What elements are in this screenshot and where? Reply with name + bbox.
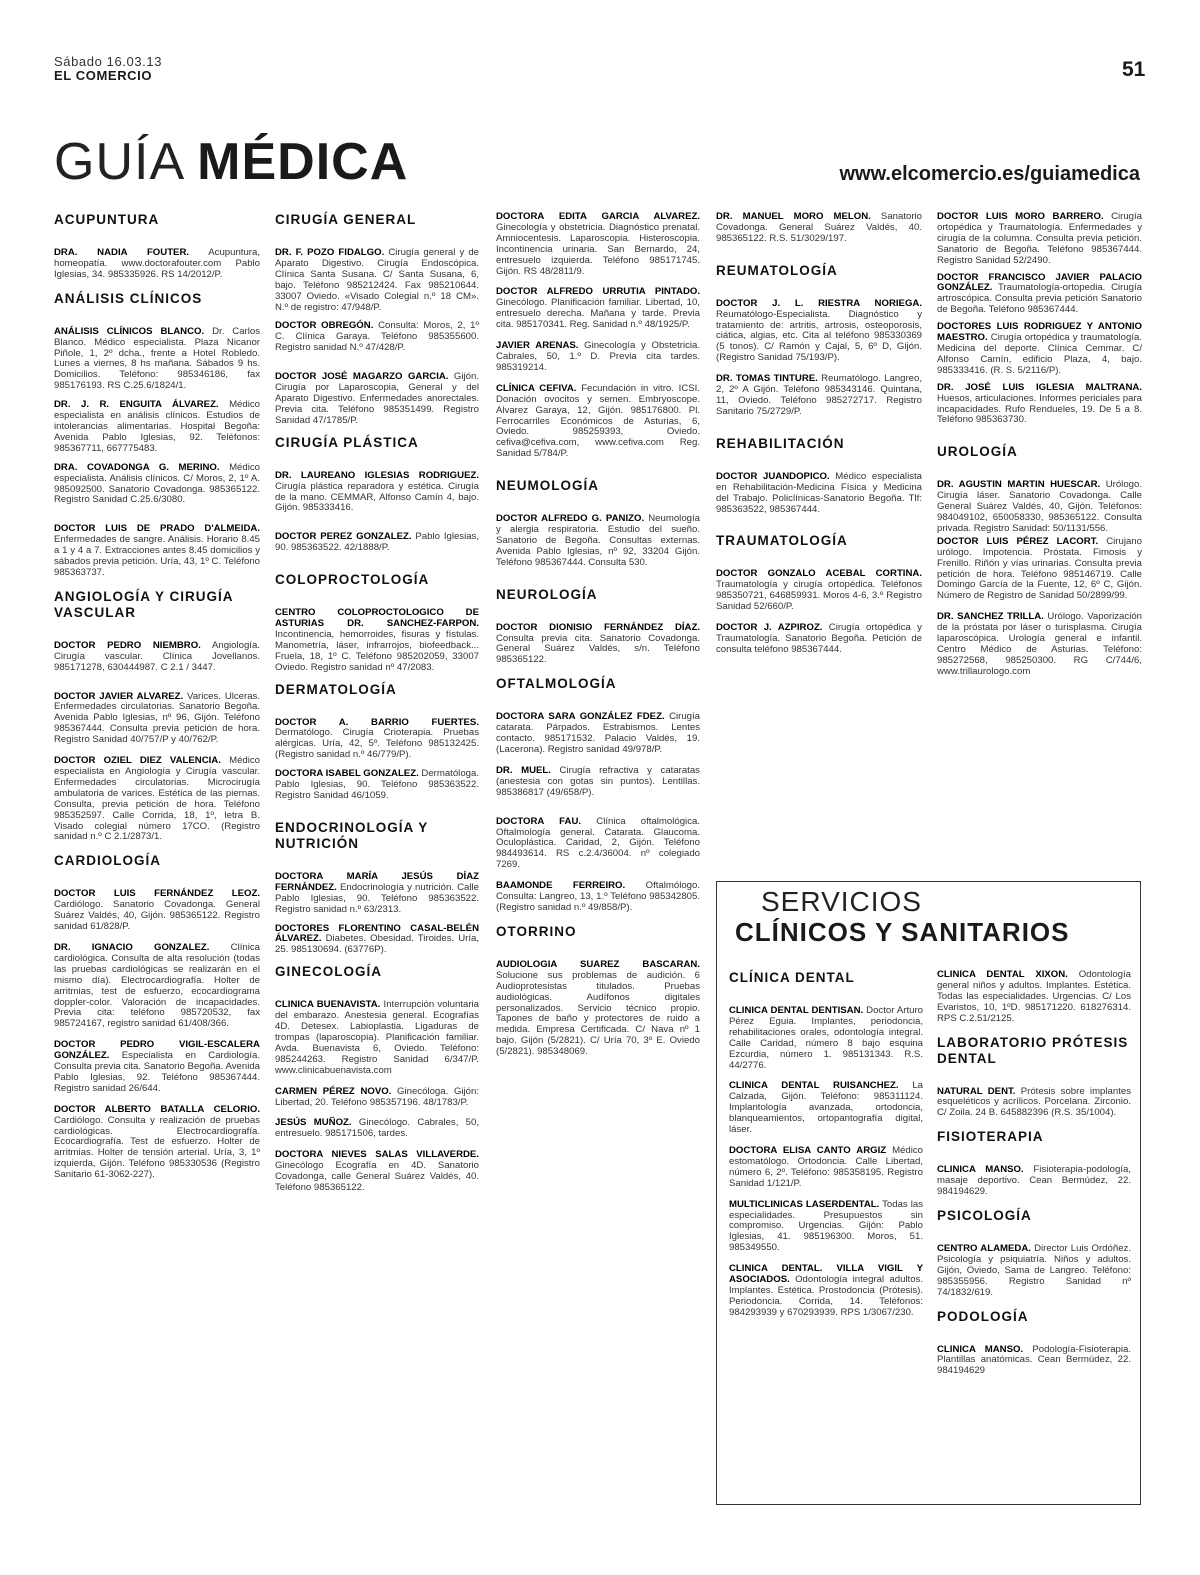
listing-name: DOCTOR DIONISIO FERNÁNDEZ DÍAZ. <box>496 621 700 633</box>
page-title <box>54 132 408 192</box>
listing-entry <box>716 374 922 418</box>
column-3 <box>496 212 700 1058</box>
listing-details: Traumatología-ortopedia. Cirugía artroscópica. Consulta previa petición Sanatorio de Begoña. Teléfono 985367444. <box>937 282 1142 316</box>
listing-name: CLINICA MANSO. <box>937 1343 1024 1355</box>
listing-details: Ginecólogo Ecografía en 4D. Sanatorio Covadonga, calle General Suárez Valdés, 40. Teléfono 985365122. <box>275 1160 479 1193</box>
listing-name: DR. IGNACIO GONZALEZ. <box>54 941 210 953</box>
listing-details: Huesos, articulaciones. Informes periciales para incapacidades. Rufo Rendueles, 19. De 5 a 8. Teléfono 985363730. <box>937 392 1142 426</box>
listing-entry <box>275 1118 479 1140</box>
listing-entry <box>275 471 479 515</box>
listing-name: DR. MANUEL MORO MELON. <box>716 211 871 222</box>
listing-name: CLINICA DENTAL DENTISAN. <box>729 1005 864 1016</box>
listing-entry <box>716 623 922 656</box>
listing-name: DOCTORA NIEVES SALAS VILLAVERDE. <box>275 1149 479 1161</box>
listing-details: Cirugía plástica reparadora y estética. Cirugía de la mano. CEMMAR, Alfonso Camín 4, bajo. Gijón. 985333416. <box>275 480 479 514</box>
header-newspaper: EL COMERCIO <box>54 68 153 83</box>
listing-details: Médico especialista en Rehabilitación-Medicina Física y Medicina del Trabajo. Policlínicas-Sanatorio Begoña. Tlf: 985363522, 985367444. <box>716 470 922 515</box>
listing-details: Prótesis sobre implantes esqueléticos y acrílicos. Porcelana. Zirconio. C/ Zoila. 24 B. 645882396 (R.S. 35/1004). <box>937 1085 1131 1119</box>
column-2 <box>275 212 479 1194</box>
listing-details: Ginecología y obstetricia. Diagnóstico prenatal. Amniocentesis. Laparoscopia. Histeroscopia. Incontinencia urinaria. San Bernardo, 24, entresuelo izquierda. Teléfono 985171745. Gijón. RS 48/2811/9. <box>496 221 700 277</box>
listing-name: DOCTOR J. L. RIESTRA NORIEGA. <box>716 297 922 309</box>
section-heading: OTORRINO <box>496 923 577 939</box>
listing-details: Clínica cardiológica. Consulta de alta resolución (todas las pruebas cardiológicas se realizarán en el mismo día). Electrocardiografía. Holter de arritmias, test de esfuerzo, ecocardiograma doppler-color. Valoración de incapacidades. Previa cita: teléfono 985720532, fax 985724167, registro sanidad 61/408/366. <box>54 941 260 1030</box>
listing-entry <box>937 970 1131 1025</box>
listing-name: DR. MUEL. <box>496 764 551 776</box>
listing-details: Enfermedades de sangre. Análisis. Horario 8.45 a 1 y 4 a 7. Extracciones antes 8.45 domicilios y sábados previa petición. Uría, 43, 1º C. Teléfono 985363737. <box>54 534 260 578</box>
listing-name: DOCTOR ALFREDO G. PANIZO. <box>496 513 645 525</box>
listing-details: Interrupción voluntaria del embarazo. Anestesia general. Ecografías 4D. Detesex. Labioplastia. Ligaduras de trompas (laparoscopia). Planificación familiar. Avda. Buenavista 6, Oviedo. Teléfono: 985244263. Registro Sanidad 6/347/P. www.clinicabuenavista.com <box>275 999 480 1076</box>
services-column-1 <box>729 970 923 1319</box>
listing-details: Neumología y alergia respiratoria. Estudio del sueño. Sanatorio de Begoña. Consultas externas. Avenida Pablo Iglesias, nº 92, 33204 Gijón. Teléfono 985367444. Consulta 530. <box>496 513 700 568</box>
listing-name: CENTRO ALAMEDA. <box>937 1242 1031 1254</box>
listing-entry <box>729 1146 923 1190</box>
listing-entry <box>937 612 1142 677</box>
listing-name: DR. LAUREANO IGLESIAS RODRIGUEZ. <box>275 469 479 481</box>
listing-details: Cirugía ortopédica y traumatología. Medicina del deporte. Clínica Cemmar. C/ Alfonso Camín, edificio Plaza, 4, bajo. 985333416. (R. S. 5/2116/P). <box>937 332 1142 376</box>
listing-details: Reumatólogo. Langreo, 2, 2º A Gijón. Teléfono 985343146. Quintana, 11, Oviedo. Teléfono 985272717. Registro Sanitario 75/2729/P. <box>716 373 922 417</box>
listing-name: CLÍNICA CEFIVA. <box>496 382 577 394</box>
listing-name: CENTRO COLOPROCTOLOGICO DE ASTURIAS DR. SANCHEZ-FARPON. <box>275 607 479 630</box>
section-heading: REUMATOLOGÍA <box>716 262 838 278</box>
listing-details: Fisioterapia-podología, masaje deportivo. Cean Bermúdez, 22. 984194629. <box>937 1164 1132 1198</box>
section-heading: NEUROLOGÍA <box>496 586 598 602</box>
listing-details: Ginecólogo. Planificación familiar. Libertad, 10, entresuelo derecha. Mañana y tarde. Previa cita. 985170341. Reg. Sanidad n.º 48/1925/P. <box>496 297 700 331</box>
listing-details: Consulta previa cita. Sanatorio Covadonga. General Suárez Valdés, s/n. Teléfono 985365122. <box>496 632 700 666</box>
listing-entry <box>54 400 260 455</box>
listing-details: Endocrinología y nutrición. Calle Pablo Iglesias, 90. Teléfono 985363522. Registro sanidad n.º 63/2313. <box>275 881 479 915</box>
listing-entry <box>54 943 260 1030</box>
listing-entry <box>496 212 700 277</box>
listing-details: Doctor Arturo Pérez Eguia. Implantes, periodoncia, rehabilitaciones orales, odontología integral. Calle Caridad, número 8 bajo esquina Ezcurdia, número 1. 985131343. R.S. 44/2776. <box>729 1005 923 1071</box>
listing-name: CLINICA BUENAVISTA. <box>275 999 381 1011</box>
listing-name: BAAMONDE FERREIRO. <box>496 880 626 892</box>
listing-entry <box>496 881 700 914</box>
listing-details: Gijón. Cirugía por Laparoscopia, General y del Aparato Digestivo. Enfermedades anorectales. Previa cita. Teléfono 985351499. Registro Sanidad 47/1785/P. <box>275 371 479 426</box>
listing-name: DOCTORA FAU. <box>496 815 582 827</box>
listing-entry <box>54 641 260 674</box>
listing-entry <box>275 1087 479 1109</box>
title-bold: MÉDICA <box>197 133 409 191</box>
listing-details: Médico especialista en análisis clínicos. Estudios de intolerancias alimentarias. Hospital Begoña: Avenida Pablo Iglesias, 92. Teléfonos: 985367711, 667775483. <box>54 399 260 454</box>
column-4 <box>716 212 922 656</box>
listing-details: Acupuntura, homeopatía. www.doctorafouter.com Pablo Iglesias, 34. 985335926. RS 14/2012/P. <box>54 247 260 280</box>
listing-details: Dermatólogo. Cirugía Crioterapia. Pruebas alérgicas. Uría, 42, 5º. Teléfono 985132425. (Registro sanidad n.º 46/779/P). <box>275 727 479 761</box>
listing-name: DOCTOR LUIS PÉREZ LACORT. <box>937 535 1099 547</box>
listing-entry <box>937 480 1142 535</box>
listing-details: Sanatorio Covadonga. General Suárez Valdés, 40. 985365122. R.S. 51/3029/197. <box>716 211 922 244</box>
listing-name: MULTICLINICAS LASERDENTAL. <box>729 1198 880 1210</box>
section-heading: LABORATORIO PRÓTESIS DENTAL <box>937 1034 1129 1066</box>
listing-entry <box>275 1000 479 1076</box>
listing-name: DOCTORA SARA GONZÁLEZ FDEZ. <box>496 711 665 723</box>
listing-details: Ginecóloga. Gijón: Libertad, 20. Teléfono 985357196. 48/1783/P. <box>275 1085 479 1108</box>
services-title-bold: CLÍNICOS Y SANITARIOS <box>735 917 1070 947</box>
listing-details: Odontología general niños y adultos. Implantes. Estética. Todas las especialidades. Urgencias. C/ Los Evaristos, 10, 1ºD. 985171220. 618276314. RPS C.2.51/2125. <box>937 969 1131 1024</box>
listing-entry <box>716 569 922 613</box>
listing-entry <box>716 299 922 364</box>
listing-details: Cirugía catarata. Párpados. Estrabismos. Lentes contacto. 985171532. Palacio Valdés, 19. (Lacerona). Registro sanidad 49/978/P. <box>496 711 700 755</box>
listing-entry <box>275 924 479 957</box>
listing-name: DOCTOR PEDRO VIGIL-ESCALERA GONZÁLEZ. <box>54 1039 260 1062</box>
guide-url[interactable]: www.elcomercio.es/guiamedica <box>839 163 1140 185</box>
listing-name: DOCTOR GONZALO ACEBAL CORTINA. <box>716 568 922 580</box>
listing-name: DOCTOR PEREZ GONZALEZ. <box>275 531 412 543</box>
listing-entry <box>937 537 1142 602</box>
listing-details: Ginecólogo. Cabrales, 50, entresuelo. 985171506, tardes. <box>275 1117 479 1140</box>
listing-entry <box>54 463 260 507</box>
listing-name: DOCTOR OZIEL DIEZ VALENCIA. <box>54 755 221 767</box>
listing-details: Urólogo. Vaporización de la próstata por láser o turisplasma. Cirugía laparoscópica. Urología general e infantil. Centro Médico de Asturias. Teléfono: 985272568, 985250300. RG C/744/6, www.trillaurologo.com <box>937 611 1142 677</box>
listing-entry <box>729 1200 923 1255</box>
listing-name: DOCTOR PEDRO NIEMBRO. <box>54 639 201 651</box>
listing-entry <box>937 1087 1131 1120</box>
listing-name: DRA. NADIA FOUTER. <box>54 247 190 258</box>
listing-details: Especialista en Cardiología. Consulta previa cita. Sanatorio Begoña. Avenida Pablo Iglesias, 92. Teléfono 985367444. Registro sanidad 26/644. <box>54 1050 260 1094</box>
listing-name: DOCTOR JOSÉ MAGARZO GARCIA. <box>275 371 449 383</box>
listing-entry <box>496 623 700 667</box>
listing-entry <box>275 248 479 313</box>
listing-details: Varices. Ulceras. Enfermedades circulatorias. Sanatorio Begoña. Avenida Pablo Iglesias, nº 96, Gijón. Teléfono 985367444. Consulta previa petición de hora. Registro Sanidad 40/757/P y 40/762/P. <box>54 690 260 746</box>
section-heading: GINECOLOGÍA <box>275 964 383 980</box>
listing-details: Cirugía ortopédica y Traumatología. Sanatorio Begoña. Petición de consulta teléfono 985367444. <box>716 622 922 655</box>
listing-name: DOCTORES LUIS RODRIGUEZ Y ANTONIO MAESTRO. <box>937 321 1142 344</box>
listing-entry <box>54 1040 260 1095</box>
section-heading: ENDOCRINOLOGÍA Y NUTRICIÓN <box>275 819 429 851</box>
listing-entry <box>275 1150 479 1194</box>
listing-entry <box>937 383 1142 427</box>
services-column-2 <box>937 970 1131 1377</box>
listing-entry <box>937 1165 1131 1198</box>
listing-details: Cardiólogo. Consulta y realización de pruebas cardiológicas. Electrocardiografía. Ecocardiografía. Test de esfuerzo. Holter de arritmias. Holter de tensión arterial. Uría, 3, 1º izquierda, Gijón. Teléfono 985330536 (Registro Sanitario 61-3062-227). <box>54 1114 260 1181</box>
listing-name: NATURAL DENT. <box>937 1085 1016 1097</box>
listing-name: DOCTOR J. AZPIROZ. <box>716 622 823 634</box>
listing-entry <box>937 1345 1131 1378</box>
listing-entry <box>729 1006 923 1071</box>
listing-details: Oftalmólogo. Consulta: Langreo, 13, 1.º Teléfono 985342805. (Registro sanidad n.º 49/858/P). <box>496 880 700 913</box>
listing-details: Clínica oftalmológica. Oftalmología general. Catarata. Glaucoma. Oculoplástica. Caridad, 2, Gijón. Teléfono 984493614. RS c.2.4/36004. nº colegiado 7269. <box>496 815 700 871</box>
listing-entry <box>716 472 922 516</box>
listing-details: Traumatología y cirugía ortopédica. Teléfonos 985350721, 646859931. Moros 4-6, 3.º Registro Sanidad 52/660/P. <box>716 579 922 613</box>
listing-name: CLINICA MANSO. <box>937 1164 1024 1176</box>
listing-entry <box>275 372 479 427</box>
section-heading: COLOPROCTOLOGÍA <box>275 572 430 588</box>
listing-details: Odontología integral adultos. Implantes. Estética. Prostodoncia (Prótesis). Periodoncia. Corrida, 14. Teléfonos: 984293939 y 670293939. RPS 1/3067/230. <box>729 1274 923 1318</box>
section-heading: CIRUGÍA PLÁSTICA <box>275 434 419 450</box>
column-5 <box>937 212 1142 678</box>
section-heading: ACUPUNTURA <box>54 212 160 227</box>
section-heading: PODOLOGÍA <box>937 1308 1029 1324</box>
listing-name: DOCTOR A. BARRIO FUERTES. <box>275 716 479 728</box>
listing-name: CARMEN PÉREZ NOVO. <box>275 1085 392 1097</box>
listing-details: Director Luis Ordóñez. Psicología y psiquiatría. Niños y adultos. Gijón, Oviedo, Sama de Langreo. Teléfono: 985355956. Registro Sanidad nº 74/1832/619. <box>937 1242 1131 1298</box>
listing-name: DR. F. POZO FIDALGO. <box>275 247 385 258</box>
listing-entry <box>54 889 260 933</box>
listing-entry <box>496 514 700 569</box>
section-heading: ANÁLISIS CLÍNICOS <box>54 290 203 306</box>
section-heading: FISIOTERAPIA <box>937 1129 1044 1145</box>
listing-entry <box>275 769 479 802</box>
listing-details: Pablo Iglesias, 90. 985363522. 42/1888/P. <box>275 531 480 554</box>
listing-details: Dermatóloga. Pablo Iglesias, 90. Teléfono 985363522. Registro Sanidad 46/1059. <box>275 768 479 801</box>
listing-entry <box>937 273 1142 317</box>
listing-entry <box>496 287 700 331</box>
listing-details: Cirugía ortopédica y Traumatología. Enfermedades y cirugía de la columna. Consulta previa petición. Sanatorio de Begoña. Teléfono 985367444. Registro Sanidad 52/2490. <box>937 211 1143 266</box>
listing-entry <box>54 248 260 281</box>
listing-details: Podología-Fisioterapia. Plantillas anatómicas. Cean Bermúdez, 22. 984194629 <box>937 1343 1132 1377</box>
section-heading: NEUMOLOGÍA <box>496 478 599 494</box>
section-heading: DERMATOLOGÍA <box>275 681 397 697</box>
listing-name: DOCTORA MARÍA JESÚS DÍAZ FERNÁNDEZ. <box>275 870 479 893</box>
listing-name: DOCTORA EDITA GARCIA ALVAREZ. <box>496 211 700 222</box>
listing-details: Ginecología y Obstetricia. Cabrales, 50, 1.º D. Previa cita tardes. 985319214. <box>496 340 700 373</box>
listing-details: Consulta: Moros, 2, 1º C. Clínica Garaya. Teléfono 985355600. Registro sanidad N.º 47/428/P. <box>275 320 479 354</box>
listing-details: Médico especialista. Análisis clínicos. C/ Moros, 2, 1º A. 985092500. Sanatorio Covadonga. 985365122. Registro Sanidad C.25.6/3080. <box>54 461 260 506</box>
listing-entry <box>496 766 700 799</box>
section-heading: CARDIOLOGÍA <box>54 853 161 869</box>
listing-name: DOCTOR OBREGÓN. <box>275 320 374 332</box>
column-1 <box>54 212 260 1181</box>
listing-name: DR. SANCHEZ TRILLA. <box>937 611 1044 623</box>
listing-entry <box>496 712 700 756</box>
section-heading: ANGIOLOGÍA Y CIRUGÍA VASCULAR <box>54 588 234 620</box>
listing-entry <box>729 1264 923 1319</box>
listing-entry <box>716 212 922 245</box>
section-heading: TRAUMATOLOGÍA <box>716 533 848 549</box>
header-date: Sábado 16.03.13 <box>54 54 163 69</box>
title-light: GUÍA <box>54 133 186 191</box>
listing-details: La Calzada, Gijón. Teléfono: 985311124. Implantología avanzada, ortodoncia, blanqueamientos, ortopantografía digital, láser. <box>729 1080 923 1136</box>
services-title-light: SERVICIOS <box>761 886 922 917</box>
listing-entry <box>496 384 700 460</box>
listing-name: DOCTOR LUIS MORO BARRERO. <box>937 211 1104 222</box>
section-heading: OFTALMOLOGÍA <box>496 676 617 692</box>
listing-entry <box>275 532 479 554</box>
listing-details: Diabetes. Obesidad. Tiroides. Uría, 25. 985130694. (63776P). <box>275 933 479 956</box>
listing-name: JESÚS MUÑOZ. <box>275 1117 352 1129</box>
listing-entry <box>937 212 1142 267</box>
listing-name: DOCTOR FRANCISCO JAVIER PALACIO GONZÁLEZ. <box>937 271 1142 294</box>
listing-details: Incontinencia, hemorroides, fisuras y fístulas. Manometría, láser, infrarrojos, biofeedback... Fruela, 18, 1º C. Teléfono 985202059, 33007 Oviedo. Registro sanidad nº 47/2083. <box>275 628 479 673</box>
listing-details: Urólogo. Cirugía láser. Sanatorio Covadonga. Calle General Suárez Valdés, 40, Gijón. Teléfonos: 984049102, 650058330, 985365122. Consulta privada. Registro Sanidad: 50/1131/556. <box>937 479 1142 534</box>
listing-name: CLINICA DENTAL. VILLA VIGIL Y ASOCIADOS. <box>729 1263 923 1286</box>
listing-details: Fecundación in vitro. ICSI. Donación ovocitos y semen. Embryoscope. Alvarez Garaya, 12, Gijón. 985176800. Pl. Ferrocarriles Económicos de Asturias, 6, Oviedo. 985259393, Oviedo. cefiva@cefiva.com, www.cefiva.com Reg. Sanidad 5/784/P. <box>496 382 700 460</box>
listing-details: Cirugía refractiva y cataratas (anestesia con gotas sin puntos). Lentillas. 985386817 (49/658/P). <box>496 764 700 798</box>
listing-entry <box>937 1244 1131 1299</box>
listing-details: Médico especialista en Angiología y Cirugía vascular. Enfermedades circulatorias. Microcirugía ambulatoria de varices. Estética de las piernas. Consulta, previa petición de hora. Teléfono 985352597. Calle Corrida, 18, 1º, letra B. Visado colegial número 17CO. (Registro sanidad n.º C 2.1/2873/1. <box>54 755 261 843</box>
listing-details: Reumatólogo-Especialista. Diagnóstico y tratamiento de: artritis, artrosis, osteoporosis, ciática, algias, etc. Cita al teléfono 985330369 (5 tonos). C/ Ramón y Cajal, 5, 6º D, Gijón. (Registro Sanidad 75/193/P). <box>716 308 922 364</box>
section-heading: REHABILITACIÓN <box>716 435 845 451</box>
listing-name: DOCTOR LUIS FERNÁNDEZ LEOZ. <box>54 888 260 900</box>
listing-details: Angiología. Cirugía vascular. Clínica Jovellanos. 985171278, 630444987. C 2.1 / 3447. <box>54 639 260 673</box>
listing-name: DOCTORA ELISA CANTO ARGIZ <box>729 1144 887 1156</box>
listing-details: Solucione sus problemas de audición. 6 Audioprotesistas titulados. Pruebas audiológicas. Audífonos digitales personalizados. Servicio técnico propio. Tapones de baño y protectores de ruido a medida. Empresa Certificada. C/ Nava nº 1 bajo. Gijón (5/2821). C/ Uría 70, 3º E. Oviedo (5/2821). 985348069. <box>496 969 700 1058</box>
listing-entry <box>54 327 260 392</box>
listing-name: DR. J. R. ENGUITA ÁLVAREZ. <box>54 399 219 411</box>
section-heading: CIRUGÍA GENERAL <box>275 212 417 227</box>
listing-name: DR. AGUSTIN MARTIN HUESCAR. <box>937 479 1101 491</box>
listing-name: DOCTOR JAVIER ALVAREZ. <box>54 690 184 702</box>
listing-entry <box>54 756 260 843</box>
listing-entry <box>275 321 479 354</box>
listing-name: JAVIER ARENAS. <box>496 340 579 352</box>
services-box <box>716 881 1141 1505</box>
section-heading: PSICOLOGÍA <box>937 1207 1032 1223</box>
listing-name: DRA. COVADONGA G. MERINO. <box>54 461 220 473</box>
listing-entry <box>275 608 479 673</box>
listing-name: DOCTOR ALFREDO URRUTIA PINTADO. <box>496 286 700 298</box>
listing-entry <box>54 1105 260 1181</box>
listing-entry <box>54 692 260 747</box>
listing-name: AUDIOLOGIA SUAREZ BASCARAN. <box>496 958 700 970</box>
listing-entry <box>496 960 700 1058</box>
listing-details: Todas las especialidades. Presupuestos sin compromiso. Urgencias. Gijón: Pablo Iglesias, 41. 985196300. Moros, 51. 985349550. <box>729 1198 923 1254</box>
listing-name: ANÁLISIS CLÍNICOS BLANCO. <box>54 325 205 337</box>
listing-entry <box>54 524 260 579</box>
page-number: 51 <box>1122 58 1146 81</box>
listing-name: DOCTORES FLORENTINO CASAL-BELÉN ÁLVAREZ. <box>275 922 479 945</box>
listing-entry <box>496 341 700 374</box>
section-heading: UROLOGÍA <box>937 444 1018 460</box>
listing-details: Dr. Carlos Blanco. Médico especialista. Plaza Nicanor Piñole, 1, 2º dcha., frente a Hotel Robledo. Lunes a viernes, 8 hs mañana. Sábados 9 hs. Domicilios. Teléfono: 985346186, fax 985176193. RS C.25.6/1824/1. <box>54 325 260 392</box>
listing-entry <box>275 718 479 762</box>
listing-name: DR. TOMAS TINTURE. <box>716 373 818 385</box>
listing-details: Cirugía general y de Aparato Digestivo. Cirugía Endoscópica. Clínica Santa Susana. C/ Santa Susana, 6, bajo. Teléfono 985212424. Fax 985210644. 33007 Oviedo. «Visado Colegial n.º 18 CM». N.º de registro: 47/948/P. <box>275 247 480 313</box>
listing-entry <box>496 817 700 872</box>
listing-details: Médico estomatólogo. Ortodoncia. Calle Libertad, número 6, 2º. Teléfono: 985358195. Registro Sanidad 1/121/P. <box>729 1144 923 1189</box>
listing-details: Cirujano urólogo. Impotencia. Próstata. Fimosis y Frenillo. Riñón y vías urinarias. Consulta previa petición de hora. Teléfono 985146719. Calle Domingo García de la Fuente, 12, 6º C, Gijón. Número de Registro de Sanidad 50/2899/99. <box>937 535 1142 602</box>
listing-name: CLINICA DENTAL RUISANCHEZ. <box>729 1080 899 1092</box>
listing-entry <box>729 1081 923 1136</box>
listing-name: DOCTOR LUIS DE PRADO D'ALMEIDA. <box>54 523 260 535</box>
listing-name: DR. JOSÉ LUIS IGLESIA MALTRANA. <box>937 381 1142 393</box>
section-heading: CLÍNICA DENTAL <box>729 970 855 985</box>
listing-entry <box>275 872 479 916</box>
listing-name: CLINICA DENTAL XIXON. <box>937 969 1068 980</box>
listing-details: Cardiólogo. Sanatorio Covadonga. General Suárez Valdés, 40, Gijón. 985365122. Registro sanidad 61/828/P. <box>54 899 260 933</box>
listing-name: DOCTORA ISABEL GONZALEZ. <box>275 768 419 780</box>
listing-name: DOCTOR ALBERTO BATALLA CELORIO. <box>54 1103 260 1115</box>
listing-name: DOCTOR JUANDOPICO. <box>716 470 830 482</box>
listing-entry <box>937 322 1142 377</box>
